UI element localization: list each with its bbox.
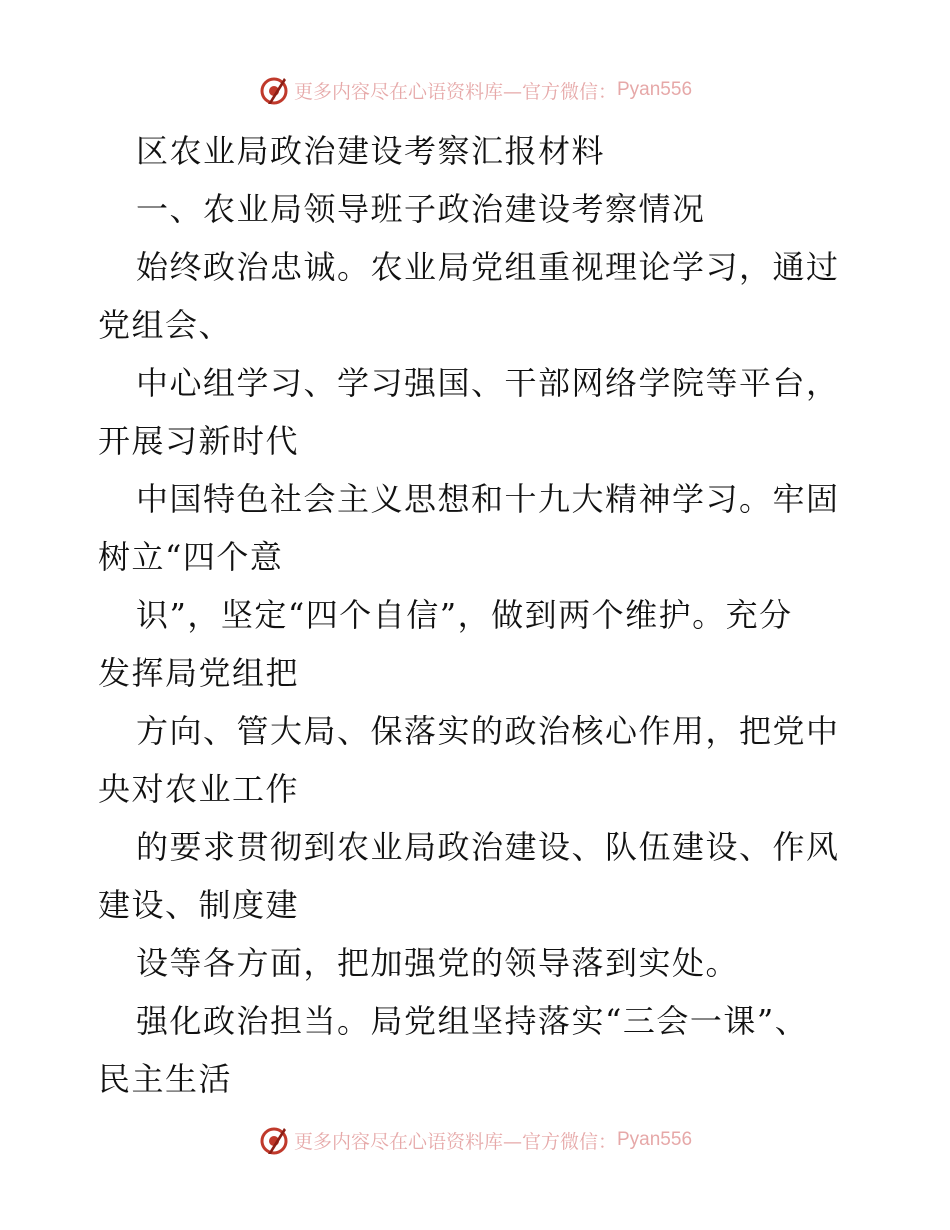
document-line: 发挥局党组把 bbox=[98, 654, 300, 692]
document-title: 区农业局政治建设考察汇报材料 bbox=[136, 132, 606, 170]
header-watermark bbox=[0, 70, 950, 110]
quill-logo-icon bbox=[258, 74, 290, 106]
document-line: 民主生活 bbox=[98, 1060, 233, 1098]
watermark-wechat-id: Pyan556 bbox=[617, 1129, 693, 1150]
document-line: 强化政治担当。局党组坚持落实“三会一课”、 bbox=[136, 1002, 809, 1040]
document-line: 的要求贯彻到农业局政治建设、队伍建设、作风 bbox=[136, 828, 840, 866]
document-line: 始终政治忠诚。农业局党组重视理论学习，通过 bbox=[136, 248, 840, 286]
document-line: 中心组学习、学习强国、干部网络学院等平台， bbox=[136, 364, 840, 402]
watermark-text: 更多内容尽在心语资料库—官方微信： bbox=[293, 1130, 617, 1153]
document-line: 中国特色社会主义思想和十九大精神学习。牢固 bbox=[136, 480, 840, 518]
document-line: 一、农业局领导班子政治建设考察情况 bbox=[136, 190, 706, 228]
document-line: 识”，坚定“四个自信”，做到两个维护。充分 bbox=[136, 596, 793, 634]
document-line: 央对农业工作 bbox=[98, 770, 300, 808]
document-line: 党组会、 bbox=[98, 306, 233, 344]
document-body bbox=[98, 122, 858, 1108]
document-line: 建设、制度建 bbox=[98, 886, 300, 924]
footer-watermark bbox=[0, 1120, 950, 1160]
document-line: 开展习新时代 bbox=[98, 422, 300, 460]
document-line: 设等各方面，把加强党的领导落到实处。 bbox=[136, 944, 740, 982]
watermark-text: 更多内容尽在心语资料库—官方微信： bbox=[293, 80, 617, 103]
watermark-wechat-id: Pyan556 bbox=[617, 79, 693, 100]
document-line: 树立“四个意 bbox=[98, 538, 284, 576]
document-line: 方向、管大局、保落实的政治核心作用，把党中 bbox=[136, 712, 840, 750]
quill-logo-icon bbox=[258, 1124, 290, 1156]
